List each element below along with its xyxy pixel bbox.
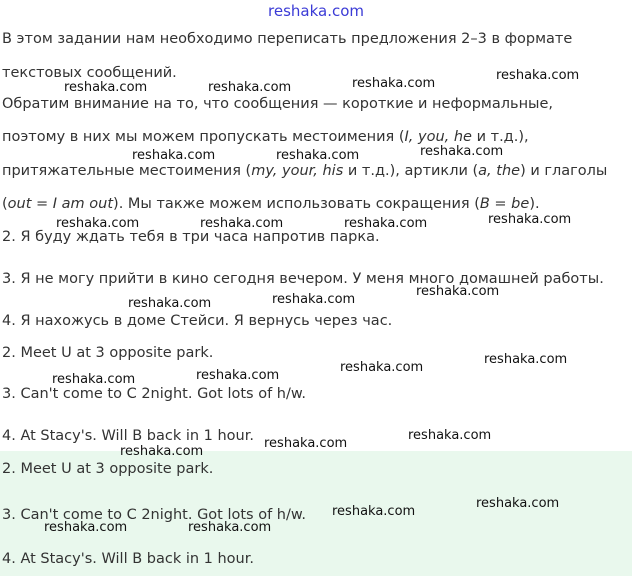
intro-line-2: текстовых сообщений. xyxy=(2,65,177,81)
watermark: reshaka.com xyxy=(208,80,292,95)
watermark: reshaka.com xyxy=(496,68,580,83)
intro-line-6-example-1: out = I am out xyxy=(7,196,114,212)
watermark: reshaka.com xyxy=(416,284,500,299)
answer-4: 4. At Stacy's. Will B back in 1 hour. xyxy=(2,551,254,567)
watermark: reshaka.com xyxy=(272,292,356,307)
watermark: reshaka.com xyxy=(196,368,280,383)
intro-line-4-text-a: поэтому в них мы можем пропускать местоимения ( xyxy=(2,129,405,145)
site-title[interactable]: reshaka.com xyxy=(268,2,364,20)
watermark: reshaka.com xyxy=(488,212,572,227)
watermark: reshaka.com xyxy=(120,444,204,459)
intro-line-5-text-a: притяжательные местоимения ( xyxy=(2,163,252,179)
watermark: reshaka.com xyxy=(408,428,492,443)
watermark: reshaka.com xyxy=(332,504,416,519)
intro-line-6-text-a: ( xyxy=(2,196,8,212)
watermark: reshaka.com xyxy=(56,216,140,231)
russian-sentence-4: 4. Я нахожусь в доме Стейси. Я вернусь через час. xyxy=(2,313,393,329)
watermark: reshaka.com xyxy=(64,80,148,95)
watermark: reshaka.com xyxy=(420,144,504,159)
watermark: reshaka.com xyxy=(52,372,136,387)
watermark: reshaka.com xyxy=(188,520,272,535)
message-4: 4. At Stacy's. Will B back in 1 hour. xyxy=(2,428,254,444)
intro-line-3: Обратим внимание на то, что сообщения — короткие и неформальные, xyxy=(2,96,554,112)
watermark: reshaka.com xyxy=(276,148,360,163)
answer-2: 2. Meet U at 3 opposite park. xyxy=(2,461,214,477)
watermark: reshaka.com xyxy=(484,352,568,367)
watermark: reshaka.com xyxy=(264,436,348,451)
intro-line-5-example-1: my, your, his xyxy=(251,163,344,179)
intro-line-4-example: I, you, he xyxy=(404,129,472,145)
intro-line-5 xyxy=(2,162,607,180)
intro-line-1: В этом задании нам необходимо переписать предложения 2–3 в формате xyxy=(2,31,573,47)
intro-line-5-text-e: ) и глаголы xyxy=(520,163,608,179)
watermark: reshaka.com xyxy=(340,360,424,375)
watermark: reshaka.com xyxy=(352,76,436,91)
watermark: reshaka.com xyxy=(128,296,212,311)
intro-line-4-text-c: и т.д.), xyxy=(471,129,529,145)
watermark: reshaka.com xyxy=(476,496,560,511)
intro-line-5-text-c: и т.д.), артикли ( xyxy=(343,163,479,179)
russian-sentence-2: 2. Я буду ждать тебя в три часа напротив парка. xyxy=(2,229,380,245)
russian-sentence-3: 3. Я не могу прийти в кино сегодня вечером. У меня много домашней работы. xyxy=(2,271,604,287)
intro-line-5-example-2: a, the xyxy=(478,163,521,179)
watermark: reshaka.com xyxy=(200,216,284,231)
intro-line-6-text-e: ). xyxy=(529,196,540,212)
intro-line-6-text-c: ). Мы также можем использовать сокращения ( xyxy=(113,196,480,212)
message-2: 2. Meet U at 3 opposite park. xyxy=(2,345,214,361)
watermark: reshaka.com xyxy=(344,216,428,231)
watermark: reshaka.com xyxy=(44,520,128,535)
answer-3: 3. Can't come to C 2night. Got lots of h/w. xyxy=(2,507,307,523)
intro-line-6-example-2: B = be xyxy=(479,196,530,212)
message-3: 3. Can't come to C 2night. Got lots of h/w. xyxy=(2,386,307,402)
intro-line-6 xyxy=(2,195,540,213)
watermark: reshaka.com xyxy=(132,148,216,163)
